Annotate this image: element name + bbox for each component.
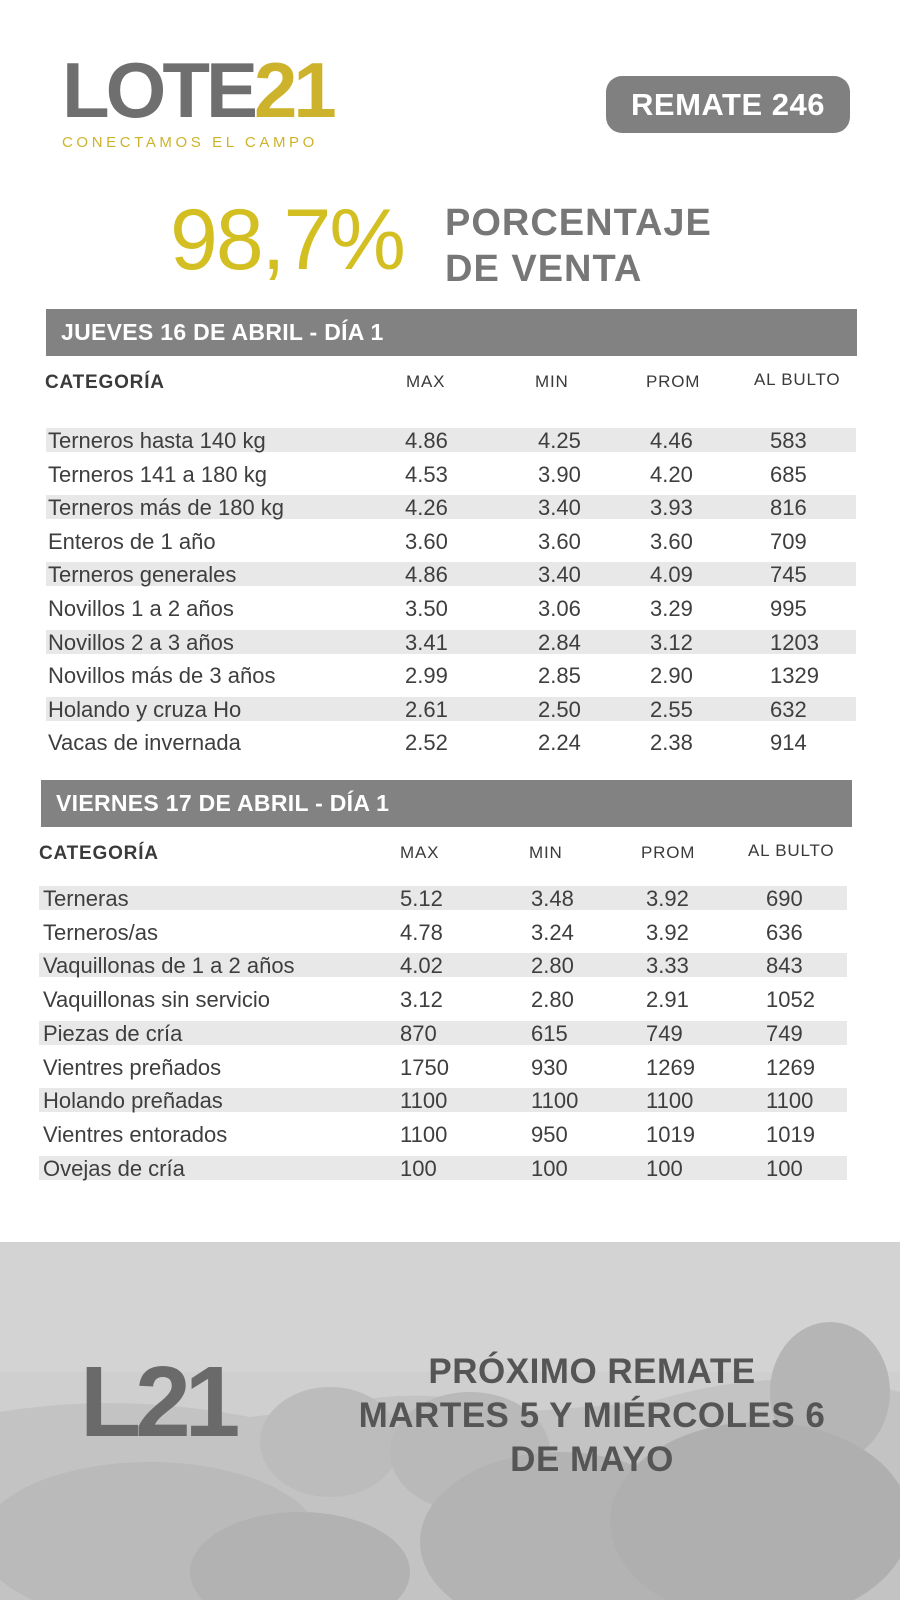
day1-header: JUEVES 16 DE ABRIL - DÍA 1 [46,309,857,356]
max-cell: 4.86 [405,428,448,453]
prom-cell: 3.12 [650,629,693,655]
category-cell: Terneros generales [48,562,237,588]
al-bulto-cell: 816 [770,495,807,521]
table-row [46,428,856,452]
table-row [46,462,856,486]
table-row [39,886,847,910]
day2-col-category: CATEGORÍA [39,843,159,864]
category-cell: Terneros más de 180 kg [48,495,285,521]
table-row [46,730,856,754]
al-bulto-cell: 749 [766,1020,803,1046]
max-cell: 2.99 [405,663,448,689]
day2-col-max: MAX [400,843,440,862]
min-cell: 2.80 [531,987,574,1013]
prom-cell: 4.46 [650,428,693,453]
max-cell: 2.52 [405,730,448,756]
min-cell: 2.80 [531,953,574,979]
percentage-label-line1: PORCENTAJE [445,202,712,244]
category-cell: Ovejas de cría [43,1155,185,1181]
category-cell: Vientres entorados [43,1121,228,1147]
al-bulto-cell: 1052 [766,987,815,1013]
prom-cell: 2.55 [650,696,693,722]
al-bulto-cell: 685 [770,461,807,487]
max-cell: 4.78 [400,919,443,945]
prom-cell: 2.38 [650,730,693,756]
min-cell: 2.50 [538,696,581,722]
percentage-label-line2: DE VENTA [445,248,643,290]
category-cell: Holando preñadas [43,1088,223,1114]
logo-wordmark [62,46,333,134]
max-cell: 870 [400,1020,437,1046]
min-cell: 2.24 [538,730,581,756]
al-bulto-cell: 843 [766,953,803,979]
table-row [39,987,847,1011]
min-cell: 950 [531,1121,568,1147]
category-cell: Terneros hasta 140 kg [48,428,266,453]
min-cell: 3.06 [538,596,581,621]
category-cell: Piezas de cría [43,1020,183,1046]
max-cell: 3.41 [405,629,448,655]
table-row [46,596,856,620]
prom-cell: 3.60 [650,528,693,554]
prom-cell: 3.29 [650,596,693,621]
category-cell: Vaquillonas de 1 a 2 años [43,953,295,979]
prom-cell: 3.93 [650,495,693,521]
min-cell: 3.40 [538,495,581,521]
prom-cell: 2.90 [650,663,693,689]
category-cell: Terneras [43,886,129,911]
max-cell: 100 [400,1155,437,1181]
table-row [46,697,856,721]
al-bulto-cell: 1019 [766,1121,815,1147]
prom-cell: 1019 [646,1121,695,1147]
max-cell: 3.50 [405,596,448,621]
category-cell: Novillos más de 3 años [48,663,276,689]
al-bulto-cell: 1329 [770,663,819,689]
prom-cell: 1269 [646,1054,695,1080]
sale-percentage-label [445,200,712,292]
table-row [39,1122,847,1146]
day1-col-min: MIN [535,372,569,391]
table-row [46,529,856,553]
table-row [39,1088,847,1112]
al-bulto-cell: 1100 [766,1088,814,1114]
min-cell: 1100 [531,1088,579,1114]
day2-header: VIERNES 17 DE ABRIL - DÍA 1 [41,780,852,827]
max-cell: 4.86 [405,562,448,588]
al-bulto-cell: 100 [766,1155,803,1181]
al-bulto-cell: 1203 [770,629,819,655]
remate-badge: REMATE 246 [606,76,850,133]
al-bulto-cell: 745 [770,562,807,588]
prom-cell: 3.92 [646,886,689,911]
banner-l21-logo: L21 [80,1346,235,1458]
category-cell: Vientres preñados [43,1054,222,1080]
category-cell: Novillos 2 a 3 años [48,629,234,655]
max-cell: 3.60 [405,528,448,554]
max-cell: 1750 [400,1054,449,1080]
prom-cell: 4.20 [650,461,693,487]
category-cell: Terneros 141 a 180 kg [48,461,267,487]
al-bulto-cell: 709 [770,528,807,554]
prom-cell: 3.33 [646,953,689,979]
prom-cell: 100 [646,1155,683,1181]
category-cell: Vacas de invernada [48,730,241,756]
al-bulto-cell: 632 [770,696,807,722]
al-bulto-cell: 690 [766,886,803,911]
min-cell: 4.25 [538,428,581,453]
min-cell: 2.85 [538,663,581,689]
min-cell: 100 [531,1155,568,1181]
al-bulto-cell: 636 [766,919,803,945]
table-row [39,953,847,977]
category-cell: Holando y cruza Ho [48,696,242,722]
day2-col-prom: PROM [641,843,696,862]
max-cell: 1100 [400,1121,448,1147]
sale-percentage: 98,7% [170,192,404,288]
min-cell: 2.84 [538,629,581,655]
table-row [46,562,856,586]
next-auction-line2: MARTES 5 Y MIÉRCOLES 6 [358,1396,826,1435]
next-auction-banner [0,1242,900,1600]
day2-col-min: MIN [529,843,563,862]
min-cell: 3.48 [531,886,574,911]
logo-lote-text: LOTE [62,46,254,134]
min-cell: 930 [531,1054,568,1080]
day1-col-al-bulto: AL BULTO [754,370,841,389]
next-auction-line3: DE MAYO [510,1440,674,1479]
day1-col-max: MAX [406,372,446,391]
category-cell: Vaquillonas sin servicio [43,987,271,1013]
table-row [46,663,856,687]
al-bulto-cell: 583 [770,428,807,453]
table-row [39,1021,847,1045]
day2-col-al-bulto: AL BULTO [748,841,835,860]
prom-cell: 749 [646,1020,683,1046]
day1-col-category: CATEGORÍA [45,372,165,393]
table-row [39,1055,847,1079]
max-cell: 4.53 [405,461,448,487]
min-cell: 615 [531,1020,568,1046]
min-cell: 3.90 [538,461,581,487]
max-cell: 1100 [400,1088,448,1114]
max-cell: 5.12 [400,886,443,911]
al-bulto-cell: 1269 [766,1054,815,1080]
max-cell: 3.12 [400,987,443,1013]
max-cell: 4.02 [400,953,443,979]
table-row [46,630,856,654]
category-cell: Novillos 1 a 2 años [48,596,234,621]
max-cell: 2.61 [405,696,448,722]
prom-cell: 4.09 [650,562,693,588]
next-auction-text [322,1350,862,1482]
table-row [39,920,847,944]
min-cell: 3.24 [531,919,574,945]
max-cell: 4.26 [405,495,448,521]
al-bulto-cell: 995 [770,596,807,621]
logo-tagline: CONECTAMOS EL CAMPO [62,134,318,151]
min-cell: 3.40 [538,562,581,588]
table-row [46,495,856,519]
category-cell: Enteros de 1 año [48,528,216,554]
next-auction-line1: PRÓXIMO REMATE [428,1352,756,1391]
lote21-logo [62,46,362,156]
prom-cell: 3.92 [646,919,689,945]
min-cell: 3.60 [538,528,581,554]
al-bulto-cell: 914 [770,730,807,756]
category-cell: Terneros/as [43,919,158,945]
logo-21-text: 21 [254,46,333,134]
prom-cell: 1100 [646,1088,694,1114]
day1-col-prom: PROM [646,372,701,391]
table-row [39,1156,847,1180]
prom-cell: 2.91 [646,987,689,1013]
